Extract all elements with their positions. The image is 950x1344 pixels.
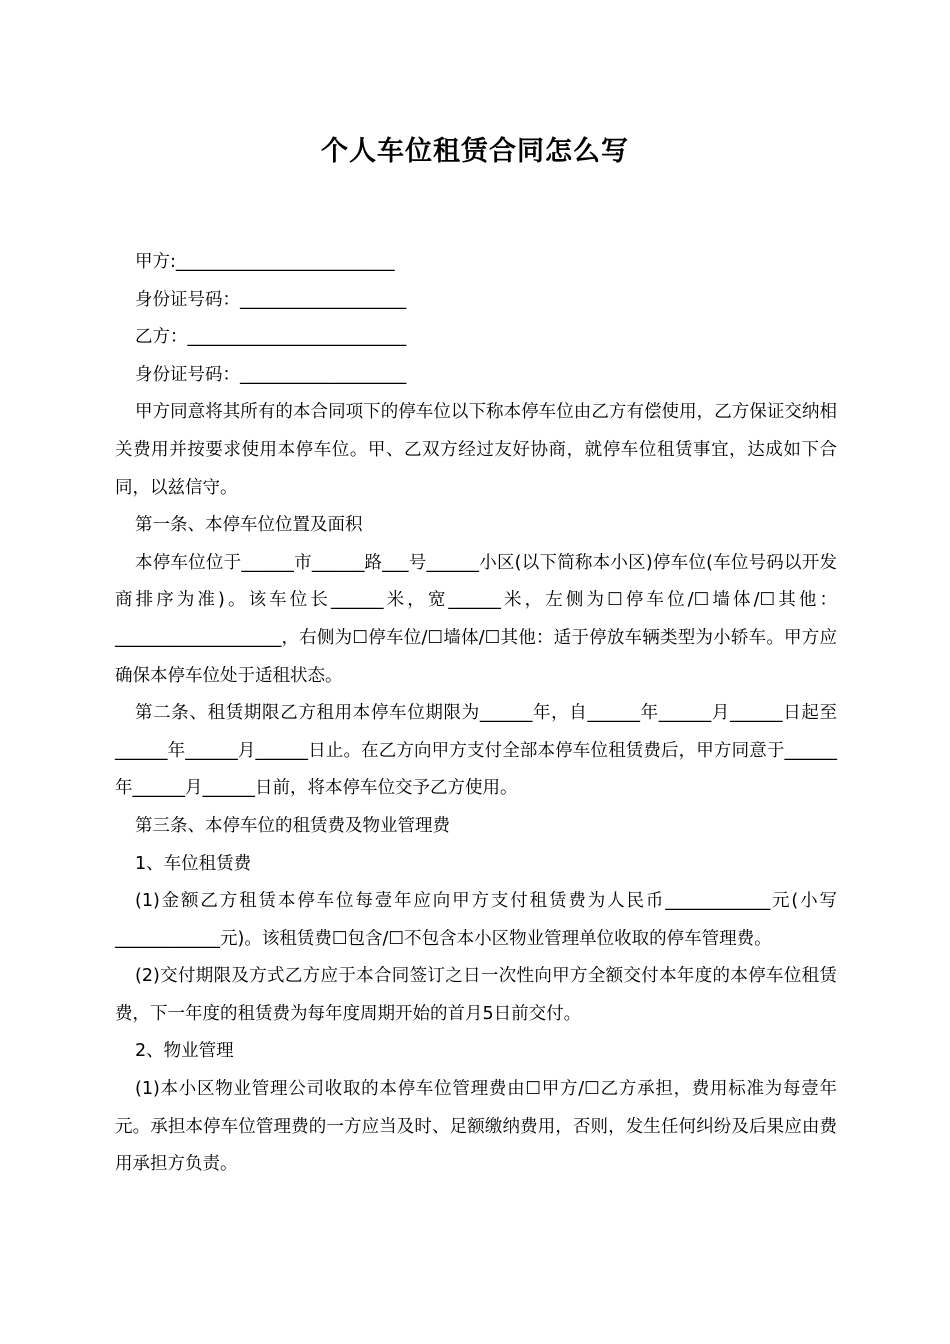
article-2-paragraph: 第二条、租赁期限乙方租用本停车位期限为______年，自______年______月______日起至______年______月______日止。在乙方向甲方支付全部本停车位租赁费后，甲方同意于______年______月______日前，将本停车位交予乙方使用。	[115, 703, 837, 799]
article-1-paragraph: 本停车位位于______市______路___号______小区(以下简称本小区)停车位(车位号码以开发商排序为准)。该车位长______米，宽______米，左侧为☐停车位/☐墙体/☐其他：___________________，右侧为☐停车位/☐墙体/☐其他：适于停放车辆类型为小轿车。甲方应确保本停车位处于适租状态。	[115, 552, 837, 686]
section-1-heading: 1、车位租赁费	[135, 853, 252, 874]
clause-1-2-paragraph: (2)交付期限及方式乙方应于本合同签订之日一次性向甲方全额交付本年度的本停车位租赁费，下一年度的租赁费为每年度周期开始的首月5日前交付。	[115, 966, 837, 1024]
party-b-line: 乙方：_________________________	[135, 327, 407, 348]
party-b-id-line: 身份证号码：___________________	[135, 364, 407, 385]
preamble-paragraph: 甲方同意将其所有的本合同项下的停车位以下称本停车位由乙方有偿使用，乙方保证交纳相关费用并按要求使用本停车位。甲、乙双方经过友好协商，就停车位租赁事宜，达成如下合同，以兹信守。	[115, 402, 837, 498]
clause-1-1-paragraph: (1)金额乙方租赁本停车位每壹年应向甲方支付租赁费为人民币____________元(小写____________元)。该租赁费☐包含/☐不包含本小区物业管理单位收取的停车管理费。	[115, 891, 837, 949]
party-a-id-line: 身份证号码：___________________	[135, 289, 407, 310]
article-3-heading: 第三条、本停车位的租赁费及物业管理费	[135, 815, 450, 836]
article-1-heading: 第一条、本停车位位置及面积	[135, 515, 363, 536]
document-title: 个人车位租赁合同怎么写	[321, 136, 629, 167]
document-body	[115, 244, 837, 1184]
clause-2-1-paragraph: (1)本小区物业管理公司收取的本停车位管理费由☐甲方/☐乙方承担，费用标准为每壹年元。承担本停车位管理费的一方应当及时、足额缴纳费用，否则，发生任何纠纷及后果应由费用承担方负责。	[115, 1079, 837, 1175]
section-2-heading: 2、物业管理	[135, 1041, 234, 1062]
party-a-line: 甲方:_________________________	[135, 252, 395, 272]
